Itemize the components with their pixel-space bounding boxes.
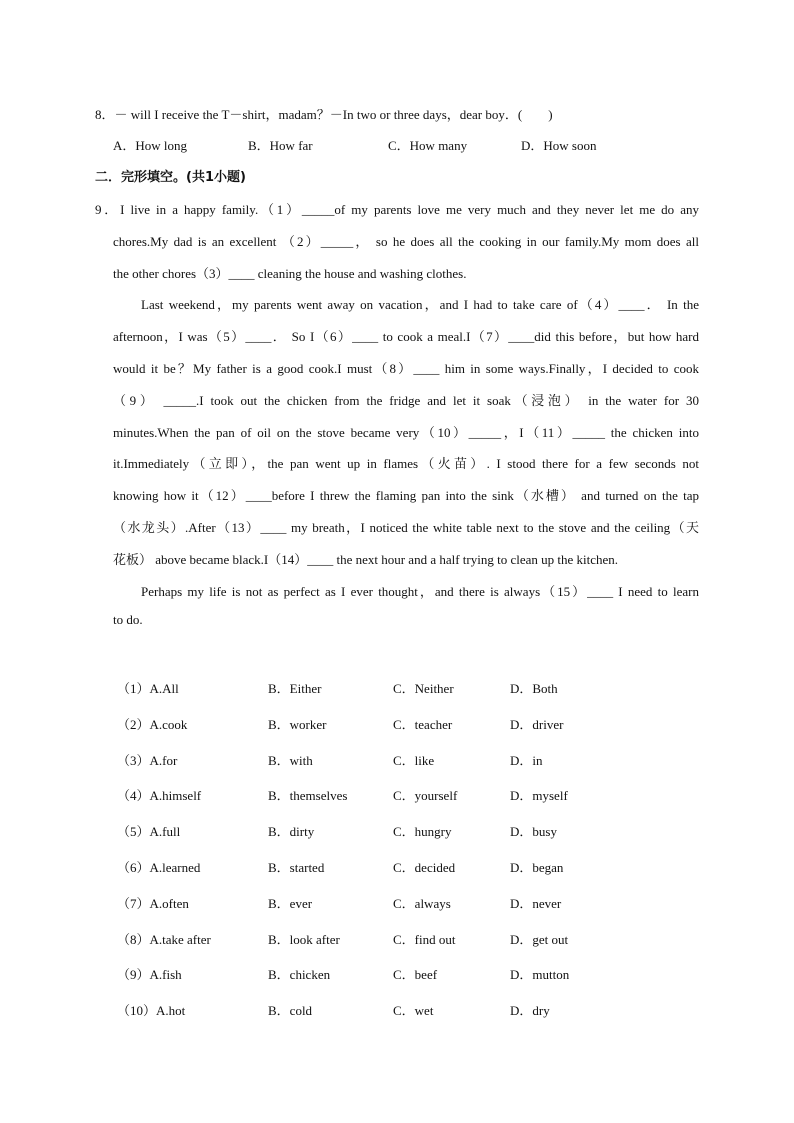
choice-b: B．with [268, 753, 313, 768]
q8-option-d: D．How soon [521, 138, 597, 153]
choice-d: D．mutton [510, 967, 570, 982]
passage-line: afternoon，I was（5）____． So I（6）____ to cook a meal.I（7）____did this before，but how hard [113, 329, 699, 344]
choice-a: （3）A.for [117, 753, 178, 768]
passage-line: Perhaps my life is not as perfect as I ever thought，and there is always（15）____ I need to learn [141, 584, 699, 599]
choice-c: C．yourself [393, 788, 458, 803]
choice-c: C．find out [393, 932, 456, 947]
choice-d: D．busy [510, 824, 557, 839]
choice-a: （4）A.himself [117, 788, 202, 803]
passage-line: to do. [113, 612, 143, 627]
choice-d: D．in [510, 753, 543, 768]
q8-option-c: C．How many [388, 138, 468, 153]
q8-stem: 8．－ will I receive the T－shirt，madam？－In two or three days，dear boy．( ) [95, 107, 553, 122]
choice-c: C．like [393, 753, 435, 768]
choice-c: C．hungry [393, 824, 452, 839]
choice-b: B．chicken [268, 967, 331, 982]
section-title: 二．完形填空。(共1小题) [95, 170, 246, 185]
choice-d: D．dry [510, 1003, 550, 1018]
choice-b: B．look after [268, 932, 340, 947]
choice-c: C．Neither [393, 681, 454, 696]
q8-option-a: A．How long [113, 138, 188, 153]
choice-d: D．Both [510, 681, 558, 696]
choice-c: C．teacher [393, 717, 453, 732]
choice-b: B．started [268, 860, 325, 875]
passage-line: （水龙头）.After（13）____ my breath，I noticed the white table next to the stove and the ceiling（天 [113, 520, 699, 535]
choice-a: （9）A.fish [117, 967, 182, 982]
choice-c: C．always [393, 896, 451, 911]
choice-a: （6）A.learned [117, 860, 201, 875]
choice-b: B．cold [268, 1003, 313, 1018]
choice-d: D．myself [510, 788, 568, 803]
passage-line: chores.My dad is an excellent （2）_____， so he does all the cooking in our family.My mom does all [113, 234, 699, 249]
choice-c: C．beef [393, 967, 438, 982]
choice-a: （10）A.hot [117, 1003, 186, 1018]
choice-d: D．get out [510, 932, 569, 947]
passage-line: 花板） above became black.I（14）____ the next hour and a half trying to clean up the kitchen. [113, 552, 619, 567]
passage-line: minutes.When the pan of oil on the stove became very（10）_____，I（11）_____ the chicken into [113, 425, 699, 440]
choice-d: D．driver [510, 717, 564, 732]
choice-a: （2）A.cook [117, 717, 188, 732]
choice-a: （8）A.take after [117, 932, 211, 947]
passage-line: the other chores（3）____ cleaning the house and washing clothes. [113, 266, 467, 281]
choice-a: （5）A.full [117, 824, 181, 839]
q8-option-b: B．How far [248, 138, 313, 153]
choice-b: B．themselves [268, 788, 348, 803]
passage-line: would it be？My father is a good cook.I must（8）____ him in some ways.Finally，I decided to cook [113, 361, 699, 376]
choice-d: D．began [510, 860, 564, 875]
passage-line: 9．I live in a happy family.（1）_____of my parents love me very much and they never let me do any [95, 202, 699, 217]
choice-b: B．Either [268, 681, 322, 696]
choice-b: B．worker [268, 717, 327, 732]
choice-c: C．decided [393, 860, 456, 875]
passage-line: （9） _____.I took out the chicken from the fridge and let it soak（浸泡） in the water for 30 [113, 393, 699, 408]
choice-a: （1）A.All [117, 681, 179, 696]
choice-b: B．dirty [268, 824, 315, 839]
choice-d: D．never [510, 896, 562, 911]
choice-a: （7）A.often [117, 896, 189, 911]
passage-line: Last weekend，my parents went away on vacation，and I had to take care of（4）____． In the [141, 297, 699, 312]
passage-line: knowing how it（12）____before I threw the flaming pan into the sink（水槽） and turned on the tap [113, 488, 699, 503]
choice-c: C．wet [393, 1003, 434, 1018]
choice-b: B．ever [268, 896, 313, 911]
passage-line: it.Immediately（立即），the pan went up in flames（火苗）. I stood there for a few seconds not [113, 456, 699, 471]
